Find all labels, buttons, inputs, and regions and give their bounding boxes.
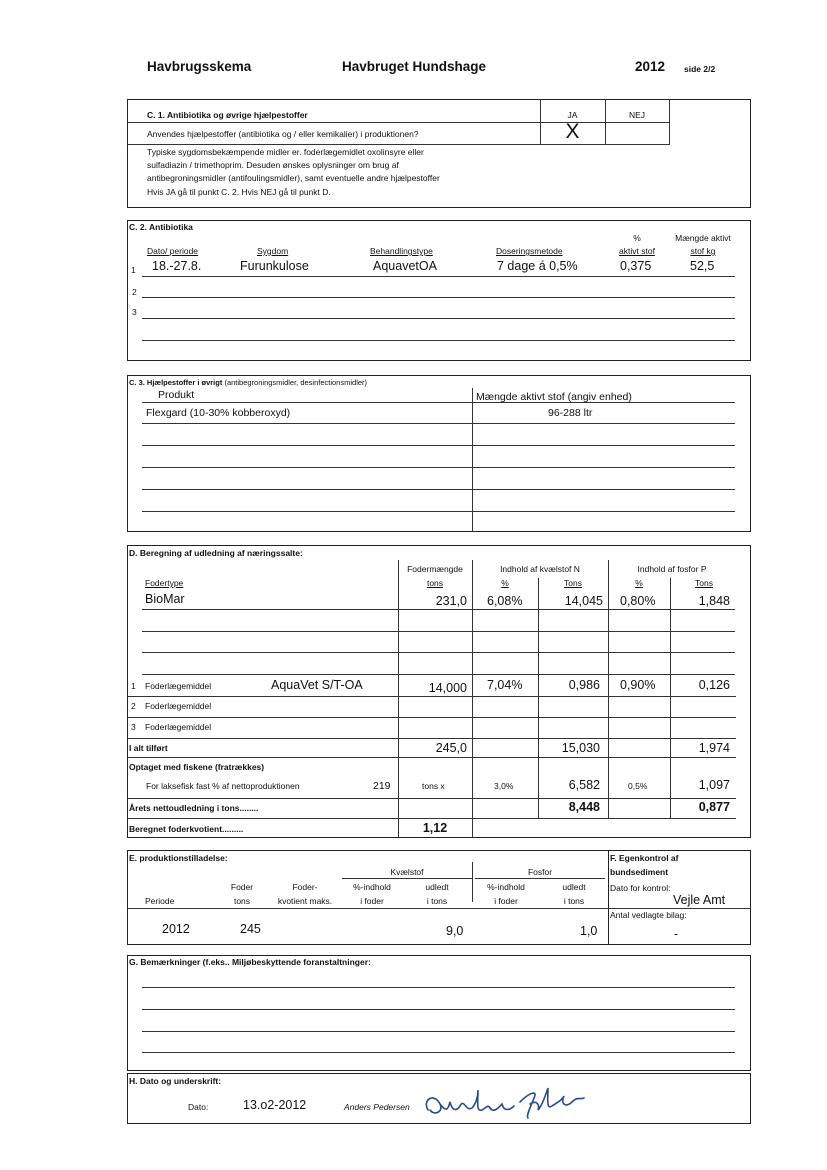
c3-title: C. 3. Hjælpestoffer i øvrigt (antibegroningsmidler, desinfectionsmidler) xyxy=(129,378,368,387)
e-h-n-pct: %-indhold xyxy=(353,882,391,892)
d-quota-label: Beregnet foderkvotient......... xyxy=(129,824,244,834)
c2-header-amount-sub: stof kg xyxy=(690,246,716,256)
d-feed-p-tons: 1,848 xyxy=(698,594,730,608)
d-med-label-2: Foderlægemiddel xyxy=(145,701,212,711)
d-col-n: Indhold af kvælstof N xyxy=(500,564,580,574)
h-signer: Anders Pedersen xyxy=(344,1102,410,1112)
c3-col-amount: Mængde aktivt stof (angiv enhed) xyxy=(476,391,632,403)
farm-name: Havbruget Hundshage xyxy=(342,59,487,74)
e-n-group: Kvælstof xyxy=(390,867,424,877)
d-feed-tons: 231,0 xyxy=(435,594,467,608)
d-feed-name: BioMar xyxy=(145,592,185,606)
d-total-tons: 245,0 xyxy=(435,741,467,755)
c2-header-dosing: Doseringsmetode xyxy=(496,246,563,256)
e-h-feed-unit: tons xyxy=(233,896,251,906)
c2-header-amount: Mængde aktivt xyxy=(675,233,731,243)
form-title: Havbrugsskema xyxy=(147,59,252,74)
d-uptake-sub: For laksefisk fast % af nettoproduktionen xyxy=(146,781,300,791)
d-total-label: I alt tilført xyxy=(129,743,168,753)
c2-header-disease: Sygdom xyxy=(257,246,289,256)
c2-header-date: Dato/ periode xyxy=(147,246,199,256)
c2-title: C. 2. Antibiotika xyxy=(129,222,193,232)
e-h-p-out: udledt xyxy=(562,882,586,892)
e-h-n-out-sub: i tons xyxy=(426,896,448,906)
d-med-tons-1: 14,000 xyxy=(428,681,467,695)
d-feed-p-pct: 0,80% xyxy=(620,594,656,608)
f-date-label: Dato for kontrol: xyxy=(610,883,671,893)
c1-title: C. 1. Antibiotika og øvrige hjælpestoffer xyxy=(147,110,308,120)
d-med-n-pct-1: 7,04% xyxy=(487,678,523,692)
c2-row1-pct: 0,375 xyxy=(620,259,652,273)
h-title: H. Dato og underskrift: xyxy=(129,1076,222,1086)
d-net-p: 0,877 xyxy=(698,800,730,814)
d-med-p-tons-1: 0,126 xyxy=(698,678,730,692)
h-date-label: Dato: xyxy=(188,1102,209,1112)
e-h-n-out: udledt xyxy=(425,882,449,892)
c1-nej-header: NEJ xyxy=(628,110,646,120)
e-row-n-out: 9,0 xyxy=(446,924,464,938)
d-col-p-pct: % xyxy=(635,578,643,588)
c2-row1-amount: 52,5 xyxy=(690,259,715,273)
e-row-feed: 245 xyxy=(240,922,261,936)
f-attach-value: - xyxy=(674,927,679,941)
c2-row1-treatment: AquavetOA xyxy=(373,259,437,273)
c3-row1-product: Flexgard (10-30% kobberoxyd) xyxy=(146,407,291,419)
c2-row-num-1: 1 xyxy=(131,265,136,275)
e-row-period: 2012 xyxy=(162,922,190,936)
c1-ja-header: JA xyxy=(567,110,578,120)
d-col-feed-amount: Fodermængde xyxy=(407,564,463,574)
d-med-label-1: Foderlægemiddel xyxy=(145,681,212,691)
d-net-label: Årets nettoudledning i tons........ xyxy=(129,803,259,813)
c2-row-num-3: 3 xyxy=(132,307,137,317)
d-med-p-pct-1: 0,90% xyxy=(620,678,656,692)
e-h-p-pct-sub: i foder xyxy=(494,896,518,906)
f-attach-label: Antal vedlagte bilag: xyxy=(610,910,687,920)
d-total-n: 15,030 xyxy=(561,741,600,755)
c2-header-pct: % xyxy=(633,233,641,243)
d-med-label-3: Foderlægemiddel xyxy=(145,722,212,732)
d-quota-value: 1,12 xyxy=(422,821,448,835)
c2-header-pct-sub: aktivt stof xyxy=(619,246,655,256)
e-h-period: Periode xyxy=(145,896,175,906)
d-col-n-tons: Tons xyxy=(564,578,582,588)
d-col-p: Indhold af fosfor P xyxy=(637,564,707,574)
c1-note: Typiske sygdomsbekæmpende midler er. foderlægemidlet oxolinsyre eller sulfadiazin / trimethoprim. Desuden ønskes oplysninger om brug af antibegroningsmidler (antifoulingsmidler), samt eventuelle andre hjælpestoffer Hvis JA gå til punkt C. 2. Hvis NEJ gå til punkt D. xyxy=(147,147,440,197)
f-date-value: Vejle Amt xyxy=(673,893,726,907)
d-med-num-3: 3 xyxy=(131,722,136,732)
d-col-feedtype: Fodertype xyxy=(145,578,184,588)
f-title-1: F. Egenkontrol af xyxy=(610,853,679,863)
c3-row1-amount: 96-288 ltr xyxy=(548,407,593,419)
d-total-p: 1,974 xyxy=(698,741,730,755)
e-h-n-pct-sub: i foder xyxy=(360,896,384,906)
g-title: G. Bemærkninger (f.eks.. Miljøbeskyttende foranstaltninger: xyxy=(129,957,371,967)
d-title: D. Beregning af udledning af næringssalte: xyxy=(129,548,303,558)
e-h-feed: Foder xyxy=(230,882,254,892)
signature xyxy=(420,1082,595,1124)
d-uptake-n: 6,582 xyxy=(568,778,600,792)
e-h-quota: Foder- xyxy=(292,882,318,892)
section-c3 xyxy=(127,375,751,532)
d-med-num-2: 2 xyxy=(131,701,136,711)
report-year: 2012 xyxy=(635,59,666,74)
d-uptake-p: 1,097 xyxy=(698,778,730,792)
c2-row1-disease: Furunkulose xyxy=(240,259,309,273)
d-col-p-tons: Tons xyxy=(695,578,713,588)
c3-col-product: Produkt xyxy=(158,389,195,401)
c1-ja-mark: X xyxy=(565,120,580,143)
e-h-p-pct: %-indhold xyxy=(487,882,525,892)
c2-row-num-2: 2 xyxy=(132,287,137,297)
f-title-2: bundsediment xyxy=(610,867,669,877)
d-uptake-value: 219 xyxy=(373,780,391,792)
c2-row1-date: 18.-27.8. xyxy=(152,259,202,273)
d-uptake-label: Optaget med fiskene (fratrækkes) xyxy=(129,762,265,772)
d-feed-n-tons: 14,045 xyxy=(564,594,603,608)
section-g xyxy=(127,955,751,1071)
d-net-n: 8,448 xyxy=(568,800,600,814)
e-row-p-out: 1,0 xyxy=(580,924,598,938)
e-title: E. produktionstilladelse: xyxy=(129,853,228,863)
c2-header-treatment: Behandlingstype xyxy=(370,246,433,256)
e-p-group: Fosfor xyxy=(527,867,553,877)
page-number: side 2/2 xyxy=(684,64,716,74)
d-med-n-tons-1: 0,986 xyxy=(568,678,600,692)
e-h-p-out-sub: i tons xyxy=(563,896,585,906)
d-uptake-n-pct: 3,0% xyxy=(494,781,514,791)
d-med-name-1: AquaVet S/T-OA xyxy=(271,678,363,692)
d-uptake-unit: tons x xyxy=(422,781,445,791)
d-med-num-1: 1 xyxy=(131,681,136,691)
d-uptake-p-pct: 0,5% xyxy=(628,781,648,791)
d-col-n-pct: % xyxy=(501,578,509,588)
e-h-quota-max: kvotient maks. xyxy=(277,896,333,906)
c1-question: Anvendes hjælpestoffer (antibiotika og / eller kemikalier) i produktionen? xyxy=(147,129,419,139)
h-date-value: 13.o2-2012 xyxy=(243,1098,307,1112)
c2-row1-dosing: 7 dage á 0,5% xyxy=(497,259,578,273)
d-col-feed-tons: tons xyxy=(426,578,444,588)
d-feed-n-pct: 6,08% xyxy=(487,594,523,608)
